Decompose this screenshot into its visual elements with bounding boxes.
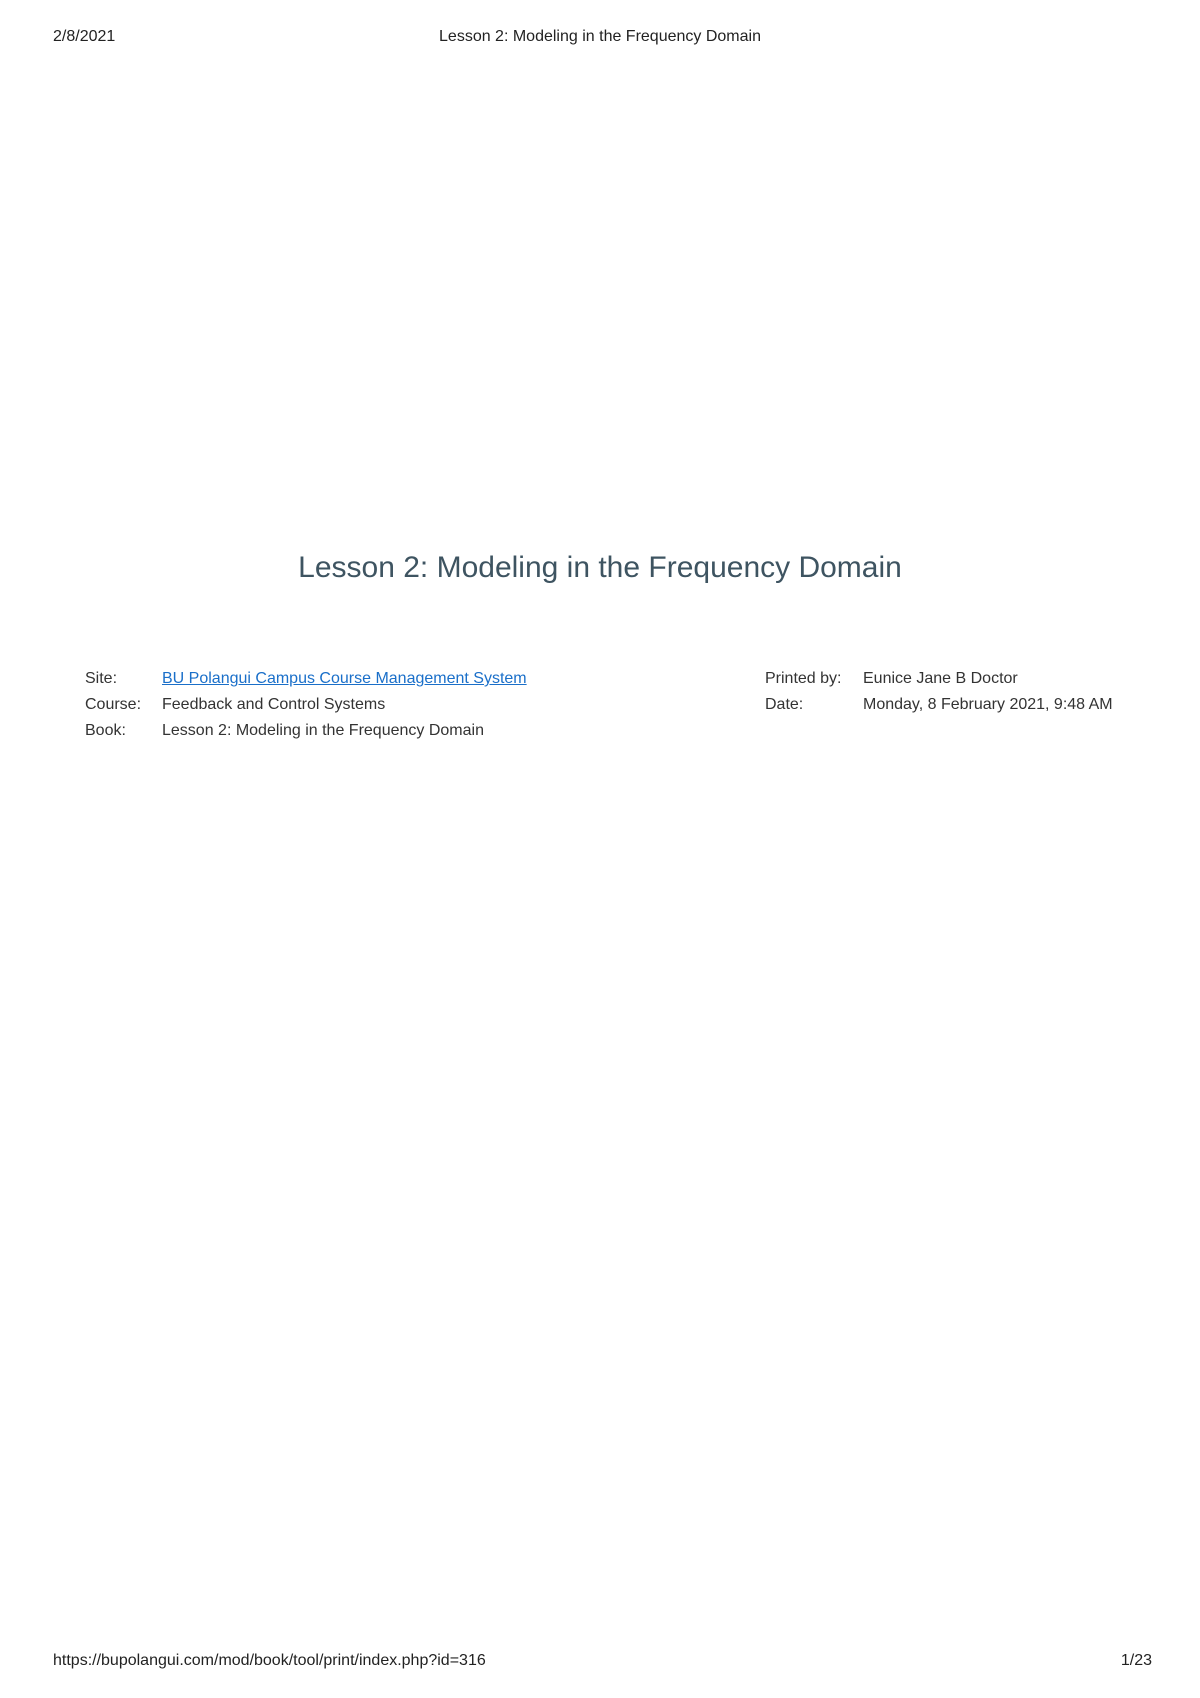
print-footer-url: https://bupolangui.com/mod/book/tool/print/index.php?id=316 [53,1652,486,1669]
site-label: Site: [85,670,118,687]
print-header-title: Lesson 2: Modeling in the Frequency Domain [439,28,761,45]
book-value: Lesson 2: Modeling in the Frequency Domain [162,722,484,739]
date-value: Monday, 8 February 2021, 9:48 AM [863,696,1113,713]
site-row [85,666,527,692]
date-label: Date: [765,696,804,713]
book-label: Book: [85,722,126,739]
printed-by-label: Printed by: [765,670,842,687]
print-info-table [765,666,1113,718]
book-title: Lesson 2: Modeling in the Frequency Domain [298,551,902,584]
course-row [85,692,527,718]
printed-by-value: Eunice Jane B Doctor [863,670,1018,687]
page-number: 1/23 [1120,1652,1152,1669]
course-label: Course: [85,696,142,713]
date-row [765,692,1113,718]
print-header-date: 2/8/2021 [53,28,116,45]
course-value: Feedback and Control Systems [162,696,386,713]
printed-by-row [765,666,1113,692]
book-info-table [85,666,527,744]
site-link[interactable]: BU Polangui Campus Course Management System [162,670,527,687]
book-row [85,718,527,744]
